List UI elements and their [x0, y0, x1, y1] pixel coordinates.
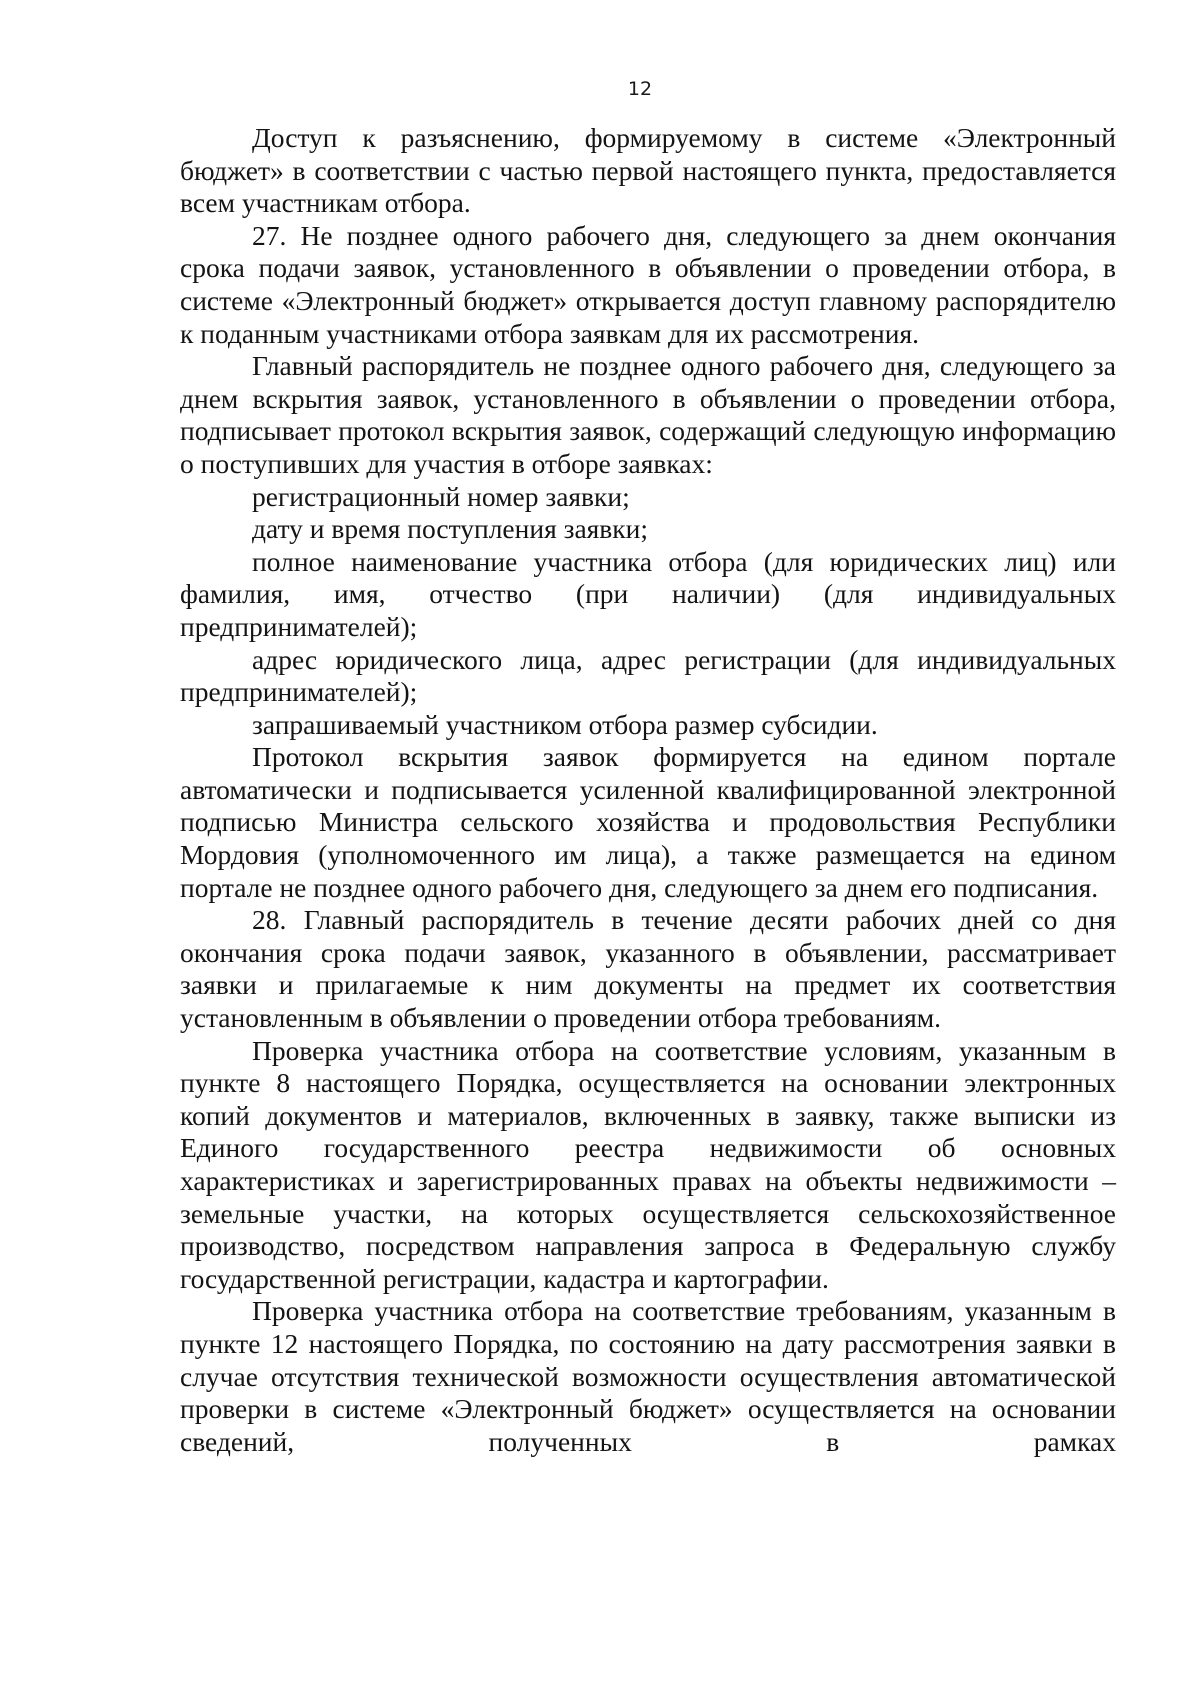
page-number: 12: [627, 78, 653, 100]
paragraph-item-27: 27. Не позднее одного рабочего дня, следующего за днем окончания срока подачи заявок, установленного в объявлении о проведении отбора, в системе «Электронный бюджет» открывается доступ главному распорядителю к поданным участниками отбора заявкам для их рассмотрения.: [180, 219, 1116, 349]
document-body: [180, 122, 1116, 1458]
paragraph-check-requirements: Проверка участника отбора на соответствие требованиям, указанным в пункте 12 настоящего Порядка, по состоянию на дату рассмотрения заявки в случае отсутствия технической возможности осуществления автоматической проверки в системе «Электронный бюджет» осуществляется на основании сведений, полученных в рамках: [180, 1295, 1116, 1457]
list-item-subsidy-amount: запрашиваемый участником отбора размер субсидии.: [252, 708, 878, 740]
paragraph-check-conditions: Проверка участника отбора на соответствие условиям, указанным в пункте 8 настоящего Порядка, осуществляется на основании электронных копий документов и материалов, включенных в заявку, также выписки из Единого государственного реестра недвижимости об основных характеристиках и зарегистрированных правах на объекты недвижимости – земельные участки, на которых осуществляется сельскохозяйственное производство, посредством направления запроса в Федеральную службу государственной регистрации, кадастра и картографии.: [180, 1034, 1116, 1294]
paragraph-protocol-portal: Протокол вскрытия заявок формируется на едином портале автоматически и подписывается усиленной квалифицированной электронной подписью Министра сельского хозяйства и продовольствия Республики Мордовия (уполномоченного им лица), а также размещается на едином портале не позднее одного рабочего дня, следующего за днем его подписания.: [180, 741, 1116, 903]
paragraph-access-clarification: Доступ к разъяснению, формируемому в системе «Электронный бюджет» в соответствии с частью первой настоящего пункта, предоставляется всем участникам отбора.: [180, 122, 1116, 219]
list-item-date-time: дату и время поступления заявки;: [252, 513, 649, 545]
list-item-address: адрес юридического лица, адрес регистрации (для индивидуальных предпринимателей);: [180, 643, 1116, 708]
paragraph-item-28: 28. Главный распорядитель в течение десяти рабочих дней со дня окончания срока подачи заявок, указанного в объявлении, рассматривает заявки и прилагаемые к ним документы на предмет их соответствия установленным в объявлении о проведении отбора требованиям.: [180, 904, 1116, 1034]
paragraph-opening-protocol: Главный распорядитель не позднее одного рабочего дня, следующего за днем вскрытия заявок, установленного в объявлении о проведении отбора, подписывает протокол вскрытия заявок, содержащий следующую информацию о поступивших для участия в отборе заявках:: [180, 350, 1116, 479]
list-item-full-name: полное наименование участника отбора (для юридических лиц) или фамилия, имя, отчество (при наличии) (для индивидуальных предпринимателей);: [180, 545, 1116, 642]
list-item-registration-number: регистрационный номер заявки;: [252, 480, 630, 512]
